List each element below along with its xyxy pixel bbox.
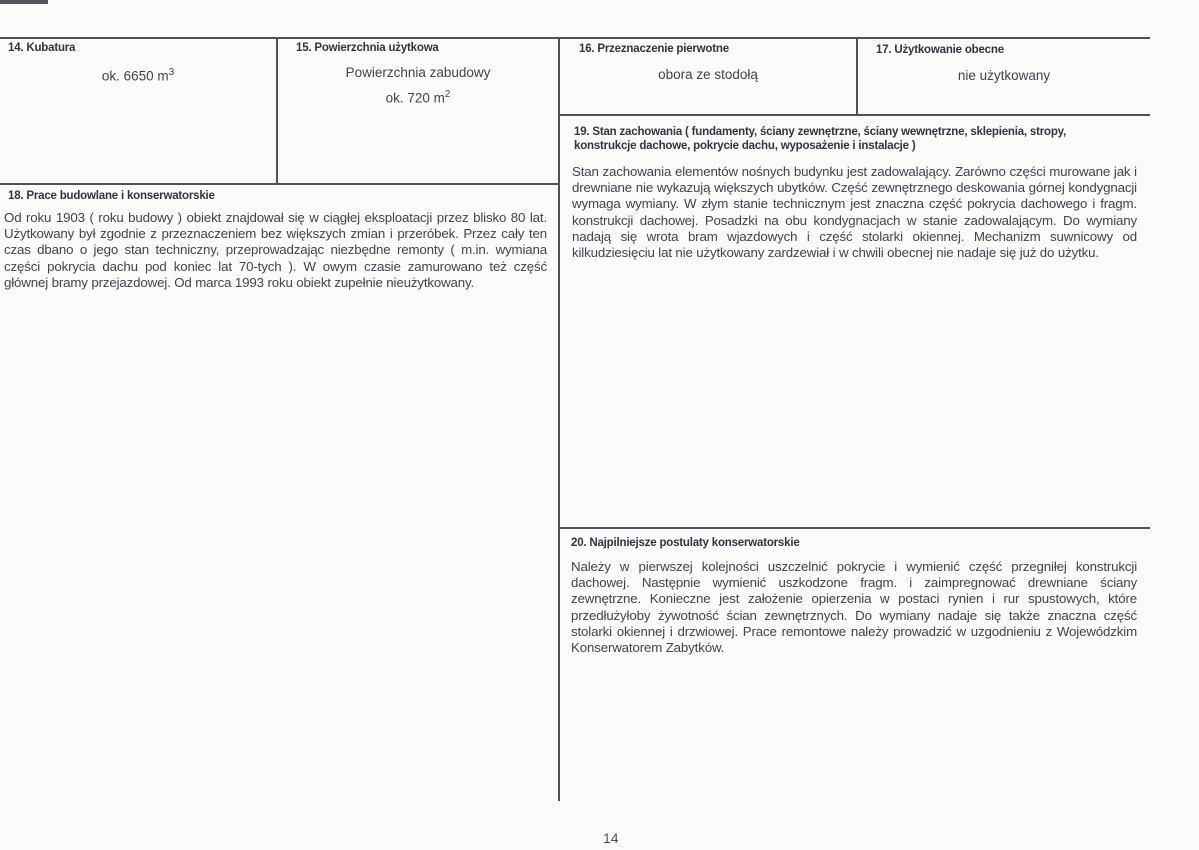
postulaty-label: 20. Najpilniejsze postulaty konserwatorskie xyxy=(571,537,800,549)
kubatura-value xyxy=(0,62,276,88)
przeznaczenie-label: 16. Przeznaczenie pierwotne xyxy=(579,43,729,55)
divider-16-19 xyxy=(560,114,1150,116)
top-border xyxy=(0,37,1150,39)
przeznaczenie-value: obora ze stodołą xyxy=(658,67,758,82)
prace-text: Od roku 1903 ( roku budowy ) obiekt znajdował się w ciągłej eksploatacji przez blisko 80 lat. Użytkowany był zgodnie z przeznaczeniem bez większych zmian i przeróbek. Przez cały ten czas dbano o jego stan techniczny, przeprowadzając niezbędne remonty ( m.in. wymiana części pokrycia dachu pod koniec lat 70-tych ). W owym czasie zamurowano też część głównej bramy przejazdowej. Od marca 1993 roku obiekt zupełnie nieużytkowany. xyxy=(4,210,547,290)
stan-label-line1: 19. Stan zachowania ( fundamenty, ściany zewnętrzne, ściany wewnętrzne, sklepienia, stropy, xyxy=(574,126,1067,138)
divider-19-20 xyxy=(560,527,1150,529)
powierzchnia-line2 xyxy=(278,84,558,110)
page-number: 14 xyxy=(603,830,619,846)
prace-label: 18. Prace budowlane i konserwatorskie xyxy=(8,190,215,202)
center-divider xyxy=(558,37,560,801)
kubatura-number: ok. 6650 m xyxy=(101,68,169,84)
uzytkowanie-value: nie użytkowany xyxy=(957,68,1051,83)
uzytkowanie-label: 17. Użytkowanie obecne xyxy=(876,44,1004,56)
scan-edge-mark xyxy=(0,0,48,4)
divider-14-18 xyxy=(0,183,560,185)
powierzchnia-line1: Powierzchnia zabudowy xyxy=(345,65,491,80)
powierzchnia-value xyxy=(278,62,558,110)
stan-label-line2: konstrukcje dachowe, pokrycie dachu, wyposażenie i instalacje ) xyxy=(574,140,916,152)
stan-text: Stan zachowania elementów nośnych budynku jest zadowalający. Zarówno części murowane jak i drewniane nie wykazują większych ubytków. Część zewnętrznego deskowania górnej kondygnacji wymaga wymiany. W złym stanie technicznym jest znaczna część pokrycia dachowego i fragm. konstrukcji dachowej. Posadzki na obu kondygnacjach w stanie zadowalającym. Do wymiany nadają się wrota bram wjazdowych i część stolarki okiennej. Mechanizm suwnicowy od kilkudziesięciu lat nie użytkowany zardzewiał i w chwili obecnej nie nadaje się już do użytku. xyxy=(572,164,1137,261)
powierzchnia-number: ok. 720 m xyxy=(385,90,445,106)
divider-14-15 xyxy=(276,37,278,185)
powierzchnia-label: 15. Powierzchnia użytkowa xyxy=(296,42,439,54)
powierzchnia-unit-exponent: 2 xyxy=(444,89,451,100)
kubatura-unit-exponent: 3 xyxy=(168,67,175,78)
kubatura-label: 14. Kubatura xyxy=(8,42,76,54)
stan-label xyxy=(574,125,1066,153)
postulaty-text: Należy w pierwszej kolejności uszczelnić pokrycie i wymienić część przegniłej konstrukcji dachowej. Następnie wymienić uszkodzone fragm. i zaimpregnować drewniane ściany zewnętrzne. Konieczne jest założenie opierzenia w postaci rynien i rur spustowych, które przedłużyłoby żywotność ścian zewnętrznych. Do wymiany nadaje się także znaczna część stolarki okiennej i drzwiowej. Prace remontowe należy prowadzić w uzgodnieniu z Wojewódzkim Konserwatorem Zabytków. xyxy=(571,559,1137,656)
